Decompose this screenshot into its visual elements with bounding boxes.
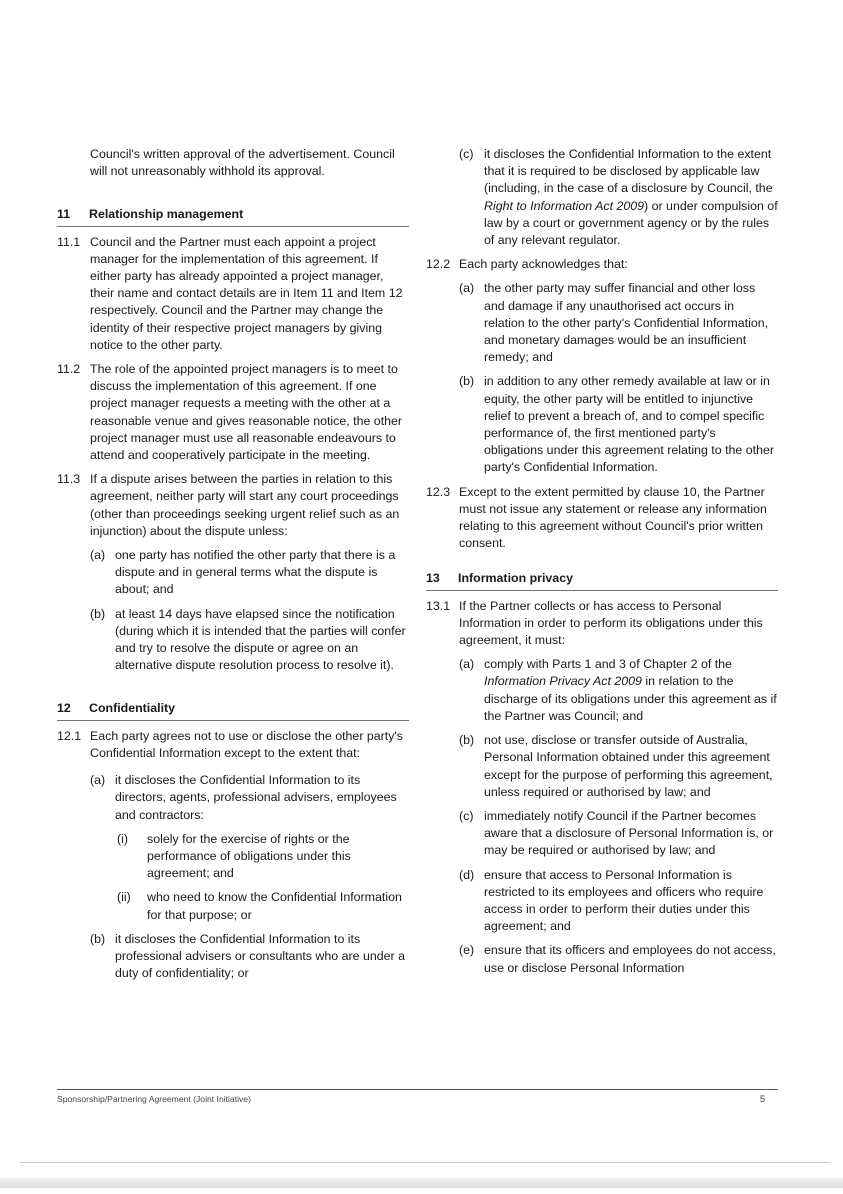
clause-number: 12.3 [426,484,451,499]
scan-edge-shadow [0,1178,843,1188]
subclause-text: it discloses the Confidential Information to the extent that it is required to be disclosed by applicable law (including, in the case of a disclosure by Council, the Right to Information Act 2009) or under compulsion of law by a court or government agency or by the rules of any relevant regulator. [484,147,778,248]
subclause-number: (c) [459,147,474,161]
left-column [57,146,409,982]
clause-text: Council and the Partner must each appoint a project manager for the implementation of this agreement. If either party has already appointed a project manager, their name and contact details are in Item 11 and Item 12 respectively. Council and the Partner may change the identity of their respective project managers by giving notice to the other party. [90,234,403,352]
right-column [426,146,778,977]
subclause-text: solely for the exercise of rights or the performance of obligations under this agreement; and [147,831,351,881]
section-heading-11 [57,206,409,226]
subclause-number: (b) [90,931,106,946]
subclause-text: who need to know the Confidential Information for that purpose; or [147,890,402,922]
page-number: 5 [760,1094,766,1104]
clause-12-2 [426,256,778,273]
subclause-11-3-a [90,547,409,599]
clause-number: 13.1 [426,598,451,613]
section-number: 12 [57,701,71,716]
subclause-13-1-d [459,867,778,936]
footer-divider [57,1089,778,1090]
subclause-number: (a) [90,773,106,788]
subclause-text: immediately notify Council if the Partner becomes aware that a disclosure of Personal Information is, or may be required or authorised by law; and [484,808,774,858]
clause-number: 12.1 [57,728,82,743]
clause-text: Each party acknowledges that: [459,257,628,272]
clause-12-3 [426,484,778,553]
clause-12-1 [57,728,409,762]
subclause-text: in addition to any other remedy available at law or in equity, the other party will be entitled to injunctive relief to prevent a breach of, and to compel specific performance of, the first mentioned party's obligations under this agreement relating to the other party's Confidential Information. [484,374,774,475]
subclause-text: not use, disclose or transfer outside of Australia, Personal Information obtained under this agreement except for the purpose of performing this agreement, unless required or authorised by law; and [484,733,773,799]
section-title: Confidentiality [89,701,176,716]
section-title: Relationship management [89,207,244,222]
subclause-13-1-c [459,808,778,860]
intro-paragraph: Council's written approval of the advertisement. Council will not unreasonably withhold its approval. [90,147,395,179]
clause-number: 11.3 [57,472,81,487]
scan-edge-line [20,1162,830,1163]
clause-13-1 [426,598,778,650]
clause-text: Except to the extent permitted by clause 10, the Partner must not issue any statement or release any information relating to this agreement without Council's prior written consent. [459,484,767,551]
subclause-12-1-a [90,772,409,824]
subclause-number: (a) [459,657,475,672]
section-heading-13 [426,570,778,590]
clause-text: Each party agrees not to use or disclose the other party's Confidential Information except to the extent that: [90,728,403,760]
subclause-text: comply with Parts 1 and 3 of Chapter 2 of the Information Privacy Act 2009 in relation to the discharge of its obligations under this agreement as if the Partner was Council; and [484,657,777,723]
footer-document-title: Sponsorship/Partnering Agreement (Joint Initiative) [57,1094,251,1104]
subclause-number: (e) [459,943,475,958]
subclause-12-2-b [459,373,778,476]
section-number: 13 [426,571,440,586]
clause-number: 12.2 [426,257,451,272]
subclause-number: (b) [459,374,475,389]
clause-text: The role of the appointed project managers is to meet to discuss the implementation of this agreement. If one project manager requests a meeting with the other at a reasonable venue and gives reasonable notice, the other project manager must use all reasonable endeavours to attend and cooperatively participate in the meeting. [90,362,403,463]
clause-11-1 [57,234,409,354]
subclause-12-1-a-ii [117,889,409,923]
subclause-number: (i) [117,831,129,846]
subclause-number: (d) [459,867,475,882]
clause-number: 11.1 [57,234,81,249]
subclause-12-1-b [90,931,409,983]
subclause-12-2-a [459,280,778,366]
subclause-text: the other party may suffer financial and other loss and damage if any unauthorised act occurs in relation to the other party's Confidential Information, and monetary damages would be an insufficient remedy; and [484,281,769,365]
subclause-number: (b) [90,606,106,621]
subclause-number: (a) [90,548,106,563]
subclause-number: (ii) [117,890,131,905]
clause-number: 11.2 [57,362,81,377]
subclause-11-3-b [90,606,409,675]
subclause-text: one party has notified the other party that there is a dispute and in general terms what the dispute is about; and [115,548,396,597]
clause-11-2 [57,361,409,464]
subclause-13-1-b [459,732,778,801]
section-title: Information privacy [458,571,573,586]
subclause-12-1-c [459,146,778,249]
section-number: 11 [57,207,71,222]
clause-text: If the Partner collects or has access to Personal Information in order to perform its obligations under this agreement, it must: [459,598,763,648]
subclause-number: (a) [459,281,475,296]
subclause-13-1-a [459,656,778,725]
subclause-text: ensure that its officers and employees do not access, use or disclose Personal Information [484,943,776,975]
subclause-text: it discloses the Confidential Information to its professional advisers or consultants who are under a duty of confidentiality; or [115,931,405,981]
subclause-text: ensure that access to Personal Information is restricted to its employees and officers who require access in order to perform their duties under this agreement; and [484,867,764,934]
subclause-13-1-e [459,942,778,976]
subclause-number: (b) [459,733,475,748]
clause-11-3 [57,471,409,540]
subclause-text: at least 14 days have elapsed since the notification (during which it is intended that the parties will confer and try to resolve the dispute or agree on an alternative dispute resolution process to resolve it). [115,606,406,673]
subclause-text: it discloses the Confidential Information to its directors, agents, professional advisers, employees and contractors: [115,773,397,822]
subclause-12-1-a-i [117,831,409,883]
clause-text: If a dispute arises between the parties in relation to this agreement, neither party will start any court proceedings (other than proceedings seeking urgent relief such as an injunction) about the dispute unless: [90,472,400,538]
section-heading-12 [57,700,409,720]
subclause-number: (c) [459,808,474,823]
